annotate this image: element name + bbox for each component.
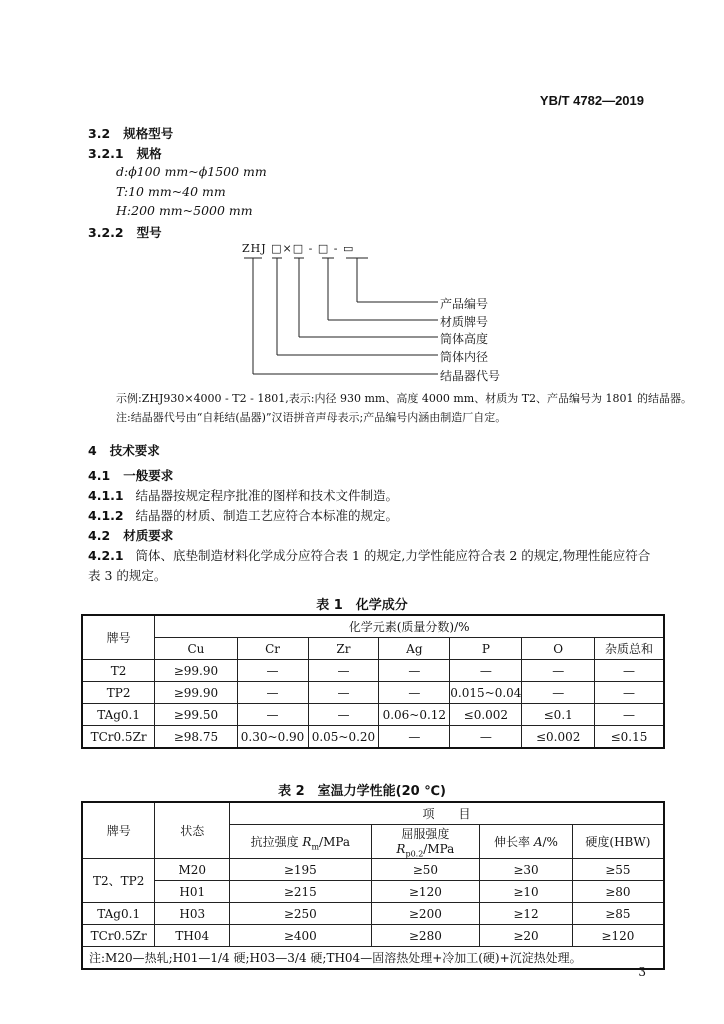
table-cell: ≥400 [230,925,371,947]
table-cell: — [237,660,308,682]
section-3-2-heading [88,124,173,142]
table-cell: ≥55 [572,859,664,881]
table-cell: ≥99.90 [155,660,237,682]
column-header [230,825,371,859]
table-cell: ≥195 [230,859,371,881]
table-cell: 0.015~0.04 [450,682,522,704]
table-cell: ≤0.15 [594,726,664,749]
table-cell: ≤0.002 [522,726,595,749]
table-cell: — [308,682,379,704]
clause-number: 4.1.1 [88,488,124,503]
table-row [82,704,664,726]
section-3-2-1-heading [88,144,162,162]
example-text: 示例:ZHJ930×4000 - T2 - 1801,表示:内径 930 mm、高度 4000 mm、材质为 T2、产品编号为 1801 的结晶器。 [116,392,693,405]
column-header: Ag [379,638,450,660]
subscript: m [311,841,320,851]
header-text: 伸长率 [494,835,534,850]
table-cell: ≥20 [480,925,573,947]
clause-number: 4.1.2 [88,508,124,523]
section-title: 一般要求 [123,468,174,483]
table-cell: — [308,704,379,726]
table-row [82,660,664,682]
table-cell: ≥50 [371,859,480,881]
symbol: R [302,834,312,849]
table-cell: ≥30 [480,859,573,881]
table-cell: — [379,660,450,682]
spec-thickness: T:10 mm~40 mm [116,184,226,199]
standard-number: YB/T 4782—2019 [539,93,644,108]
table-cell: — [237,682,308,704]
section-title: 型号 [136,225,162,240]
clause-4-2-1-cont: 表 3 的规定。 [88,568,167,583]
figure-label: 产品编号 [440,297,489,311]
state-cell: H03 [155,903,230,925]
table-cell: 0.06~0.12 [379,704,450,726]
grade-cell: TCr0.5Zr [82,726,155,749]
section-title: 技术要求 [109,443,160,458]
column-header: Cu [155,638,237,660]
table-cell: ≥120 [371,881,480,903]
section-number: 3.2.2 [88,225,124,240]
symbol: A [533,835,543,850]
header-unit: /MPa [319,834,351,849]
clause-4-1-2 [88,506,398,524]
header-unit: /% [542,835,558,850]
clause-4-1-1 [88,486,398,504]
column-header [371,825,480,859]
table-cell: ≥215 [230,881,371,903]
table-cell: — [522,682,595,704]
table-cell: ≥99.50 [155,704,237,726]
section-title: 规格型号 [123,126,174,141]
section-4-heading [88,441,160,459]
table-cell: 0.05~0.20 [308,726,379,749]
group-header: 项 目 [230,802,664,825]
model-code: ZHJ □×□ - □ - ▭ [242,242,355,255]
grade-header: 牌号 [82,615,155,660]
section-number: 4.1 [88,468,111,483]
clause-text: 结晶器的材质、制造工艺应符合本标准的规定。 [135,508,399,523]
note-text: 注:结晶器代号由“自耗结(晶器)”汉语拼音声母表示;产品编号内涵由制造厂自定。 [116,411,507,424]
state-cell: H01 [155,881,230,903]
table-cell: ≥250 [230,903,371,925]
table-note: 注:M20—热轧;H01—1/4 硬;H03—3/4 硬;TH04—固溶热处理+冷加工(硬)+沉淀热处理。 [82,947,664,970]
table-row [82,726,664,749]
state-header: 状态 [155,802,230,859]
group-header: 化学元素(质量分数)/% [155,615,664,638]
section-number: 4.2 [88,528,111,543]
table-cell: 0.30~0.90 [237,726,308,749]
figure-label: 筒体内径 [440,350,489,364]
clause-text: 结晶器按规定程序批准的图样和技术文件制造。 [135,488,399,503]
column-header: O [522,638,595,660]
table-cell: — [308,660,379,682]
table-cell: — [237,704,308,726]
section-3-2-2-heading [88,223,162,241]
table-cell: ≥85 [572,903,664,925]
clause-4-2-1 [88,546,650,564]
grade-cell: T2、TP2 [82,859,155,903]
table-cell: — [594,660,664,682]
subscript: p0.2 [405,849,424,859]
header-text: 抗拉强度 [250,834,303,849]
grade-cell: TP2 [82,682,155,704]
spec-diameter: d:ϕ100 mm~ϕ1500 mm [116,164,267,179]
section-number: 3.2 [88,126,111,141]
table-row [82,903,664,925]
clause-number: 4.2.1 [88,548,124,563]
table2-title: 表 2 室温力学性能(20 ℃) [278,784,446,799]
table-cell: — [450,660,522,682]
section-number: 4 [88,443,97,458]
table-cell: ≥80 [572,881,664,903]
figure-label: 筒体高度 [440,332,489,346]
grade-header: 牌号 [82,802,155,859]
section-title: 材质要求 [123,528,174,543]
table-row [82,859,664,881]
table-chemical-composition [81,614,665,749]
table-cell: — [450,726,522,749]
header-text: 屈服强度 [401,827,450,841]
section-4-1-heading [88,466,173,484]
clause-text: 筒体、底垫制造材料化学成分应符合表 1 的规定,力学性能应符合表 2 的规定,物理性能应符合 [135,548,651,563]
table-cell: ≤0.002 [450,704,522,726]
grade-cell: TAg0.1 [82,903,155,925]
column-header: P [450,638,522,660]
table-cell: ≥10 [480,881,573,903]
column-header: 硬度(HBW) [572,825,664,859]
table-cell: ≥280 [371,925,480,947]
table-cell: — [594,704,664,726]
grade-cell: TCr0.5Zr [82,925,155,947]
table-cell: ≥200 [371,903,480,925]
table-row [82,925,664,947]
table-cell: ≥99.90 [155,682,237,704]
column-header: Cr [237,638,308,660]
section-title: 规格 [136,146,162,161]
state-cell: M20 [155,859,230,881]
table-row [82,682,664,704]
table-cell: ≥98.75 [155,726,237,749]
column-header: 杂质总和 [594,638,664,660]
table-cell: — [594,682,664,704]
column-header [480,825,573,859]
symbol: R [396,842,406,856]
table-cell: — [379,682,450,704]
spec-height: H:200 mm~5000 mm [116,203,253,218]
header-unit: /MPa [423,842,455,856]
grade-cell: T2 [82,660,155,682]
table-cell: ≥120 [572,925,664,947]
section-number: 3.2.1 [88,146,124,161]
column-header: Zr [308,638,379,660]
section-4-2-heading [88,526,173,544]
table-cell: — [522,660,595,682]
table1-title: 表 1 化学成分 [316,598,408,613]
table-mechanical-properties [81,801,665,970]
figure-label: 材质牌号 [440,315,489,329]
state-cell: TH04 [155,925,230,947]
figure-label: 结晶器代号 [440,369,501,383]
grade-cell: TAg0.1 [82,704,155,726]
page-number: 3 [638,965,646,979]
table-cell: ≤0.1 [522,704,595,726]
table-row [82,881,664,903]
table-cell: — [379,726,450,749]
table-cell: ≥12 [480,903,573,925]
